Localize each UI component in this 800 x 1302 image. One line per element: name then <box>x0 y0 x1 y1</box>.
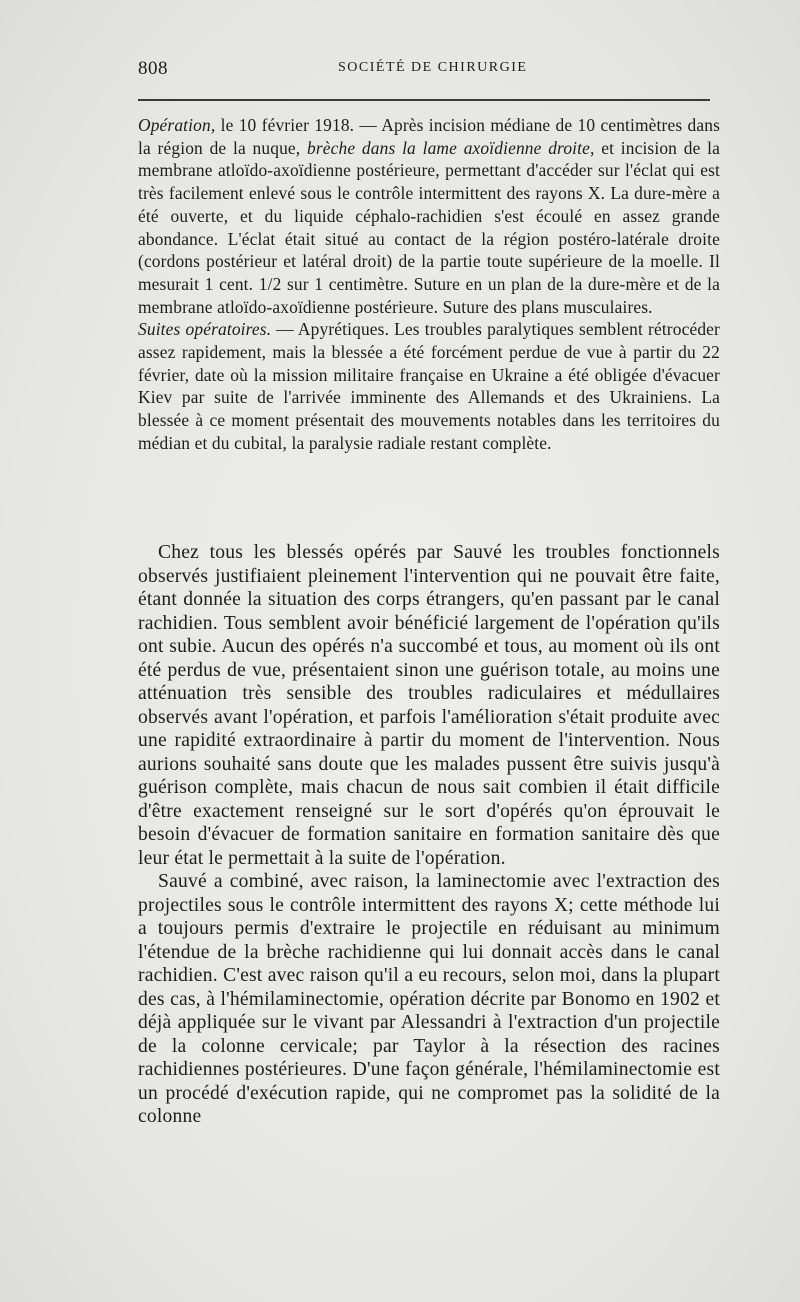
operation-text-a: le 10 février 1918. — Après incision médiane de 10 centimètres dans la région de la nuque, <box>138 115 720 158</box>
page-number: 808 <box>138 58 168 79</box>
page-header <box>138 58 710 82</box>
body-paragraph-2: Sauvé a combiné, avec raison, la laminectomie avec l'extraction des projectiles sous le contrôle intermittent des rayons X; cette méthode lui a toujours permis d'extraire le projectile en réduisant au minimum l'étendue de la brèche rachidienne qui lui donnait accès dans le canal rachidien. C'est avec raison qu'il a eu recours, selon moi, dans la plupart des cas, à l'hémilaminectomie, opération décrite par Bonomo en 1902 et déjà appliquée sur le vivant par Alessandri à l'extraction d'un projectile de la colonne cervicale; par Taylor à la résection des racines rachidiennes postérieures. D'une façon générale, l'hémilaminectomie est un procédé d'exécution rapide, qui ne compromet pas la solidité de la colonne <box>138 871 720 1127</box>
suites-paragraph <box>138 318 720 454</box>
operation-label: Opération, <box>138 115 216 135</box>
operation-italic: brèche dans la lame axoïdienne droite, <box>307 137 595 158</box>
case-report <box>138 114 720 455</box>
suites-text: — Apyrétiques. Les troubles paralytiques semblent rétrocéder assez rapidement, mais la blessée a été forcément perdue de vue à partir du 22 février, date où la mission militaire française en Ukraine a été obligée d'évacuer Kiev par suite de l'arrivée imminente des Allemands et des Ukrainiens. La blessée à ce moment présentait des mouvements notables dans les territoires du médian et du cubital, la paralysie radiale restant complète. <box>138 319 720 453</box>
body-paragraph-1: Chez tous les blessés opérés par Sauvé les troubles fonctionnels observés justifiaient pleinement l'intervention qui ne pouvait être faite, étant donnée la situation des corps étrangers, qu'en passant par le canal rachidien. Tous semblent avoir bénéficié largement de l'opération qu'ils ont subie. Aucun des opérés n'a succombé et tous, au moment où ils ont été perdus de vue, présentaient sinon une guérison totale, au moins une atténuation très sensible des troubles radiculaires et médullaires observés avant l'opération, et parfois l'amélioration s'était produite avec une rapidité extraordinaire à partir du moment de l'intervention. Nous aurions souhaité sans doute que les malades pussent être suivis jusqu'à guérison complète, mais chacun de nous sait combien il était difficile d'être exactement renseigné sur le sort d'opérés qu'on éprouvait le besoin d'évacuer de formation sanitaire en formation sanitaire dès que leur état le permettait à la suite de l'opération. <box>138 542 720 869</box>
header-rule <box>138 99 710 101</box>
operation-paragraph <box>138 114 720 318</box>
suites-label: Suites opératoires. <box>138 319 272 340</box>
operation-text-b: et incision de la membrane atloïdo-axoïdienne postérieure, permettant d'accéder sur l'éclat qui est très facilement enlevé sous le contrôle intermittent des rayons X. La dure-mère a été ouverte, et du liquide céphalo-rachidien s'est écoulé en assez grande abondance. L'éclat était situé au contact de la région postéro-latérale droite (cordons postérieur et latéral droit) de la partie toute supérieure de la moelle. Il mesurait 1 cent. 1/2 sur 1 centimètre. Suture en un plan de la dure-mère et de la membrane atloïdo-axoïdienne postérieure. Suture des plans musculaires. <box>138 137 720 317</box>
running-head: SOCIÉTÉ DE CHIRURGIE <box>338 60 528 75</box>
main-text <box>138 541 720 1129</box>
